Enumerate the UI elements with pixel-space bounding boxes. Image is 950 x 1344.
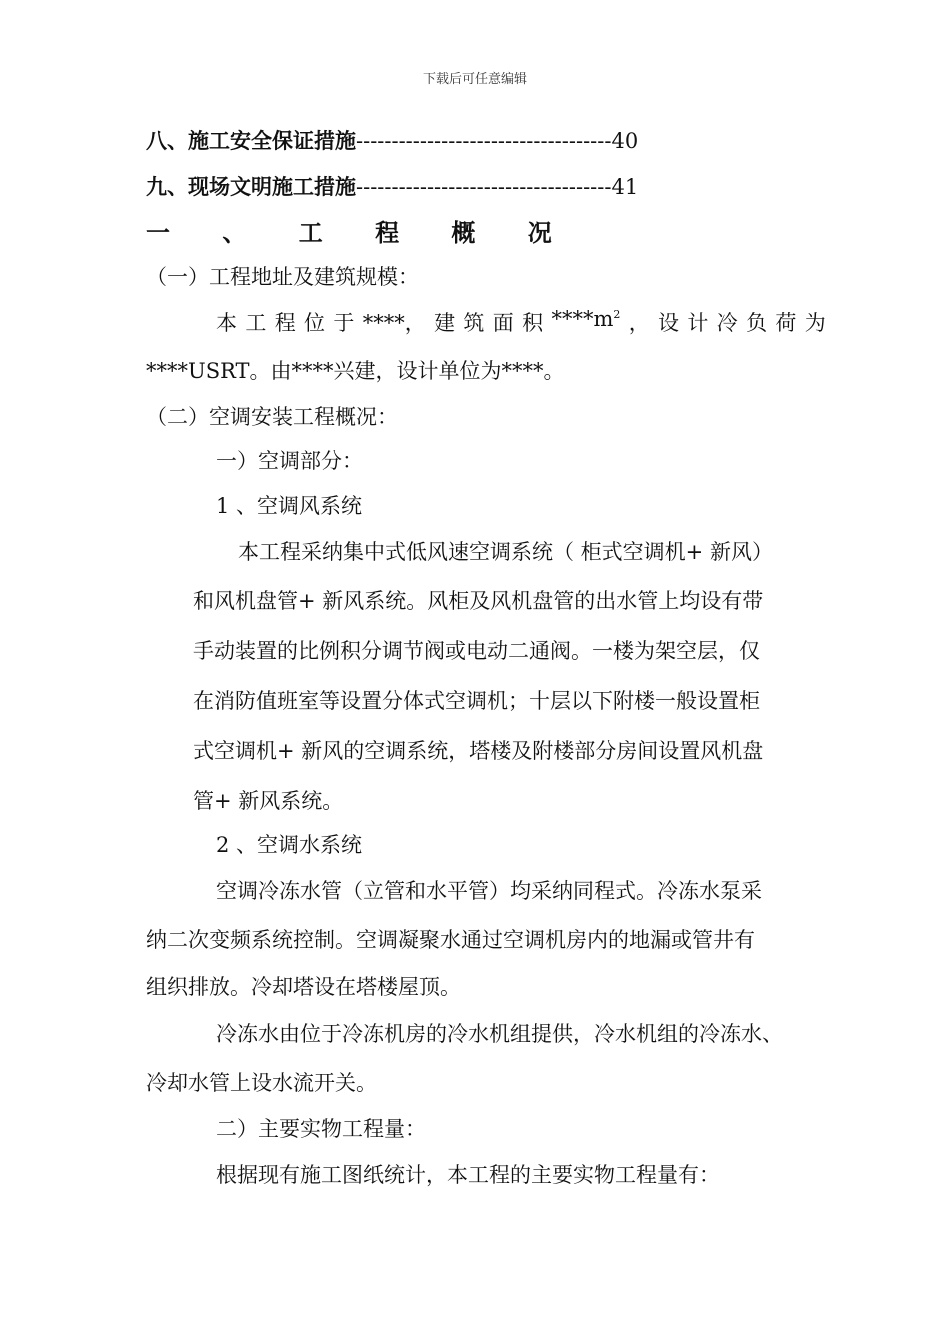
section-title: 一 、 工 程 概 况 [146, 218, 574, 247]
paragraph-line: 本工程采纳集中式低风速空调系统（ 柜式空调机+ 新风） [238, 540, 773, 564]
item-title: 2 、空调水系统 [216, 833, 363, 857]
subsection-title: （二）空调安装工程概况： [146, 405, 398, 429]
subsection-title: （一）工程地址及建筑规模： [146, 265, 419, 289]
paragraph-line: 式空调机+ 新风的空调系统，塔楼及附楼部分房间设置风机盘 [193, 739, 764, 763]
paragraph-line: 在消防值班室等设置分体式空调机；十层以下附楼一般设置柜 [193, 689, 760, 713]
item-title: 1 、空调风系统 [216, 494, 363, 518]
toc-entry[interactable] [146, 125, 638, 155]
paragraph-line: 管+ 新风系统。 [193, 789, 344, 813]
paragraph-line: 冷冻水由位于冷冻机房的冷水机组提供，冷水机组的冷冻水、 [216, 1022, 783, 1046]
paragraph-line: 组织排放。冷却塔设在塔楼屋顶。 [146, 975, 461, 999]
part-title: 二）主要实物工程量： [216, 1117, 426, 1141]
toc-page: 41 [611, 175, 639, 199]
toc-entry[interactable] [146, 171, 638, 201]
paragraph-line: 和风机盘管+ 新风系统。风柜及风机盘管的出水管上均设有带 [193, 589, 764, 613]
paragraph-line: 本 工 程 位 于 ****， 建 筑 面 积 $****m^2$ ， 设 计 冷 负 荷 为 [216, 307, 826, 335]
part-title: 一）空调部分： [216, 449, 363, 473]
paragraph-line: 手动装置的比例积分调节阀或电动二通阀。一楼为架空层，仅 [193, 639, 760, 663]
paragraph-line: 空调冷冻水管（立管和水平管）均采纳同程式。冷冻水泵采 [216, 879, 762, 903]
toc-title: 九、现场文明施工措施 [146, 174, 356, 199]
toc-leader: ------------------------------------ [356, 175, 612, 199]
paragraph-line: ****USRT。由****兴建，设计单位为****。 [146, 359, 565, 383]
toc-leader: ------------------------------------ [356, 129, 612, 153]
paragraph-line: 冷却水管上设水流开关。 [146, 1071, 377, 1095]
paragraph-line: 根据现有施工图纸统计，本工程的主要实物工程量有： [216, 1163, 720, 1187]
paragraph-line: 纳二次变频系统控制。空调凝聚水通过空调机房内的地漏或管井有 [146, 928, 755, 952]
toc-title: 八、施工安全保证措施 [146, 128, 356, 153]
toc-page: 40 [611, 129, 639, 153]
page-header: 下载后可任意编辑 [422, 72, 527, 87]
